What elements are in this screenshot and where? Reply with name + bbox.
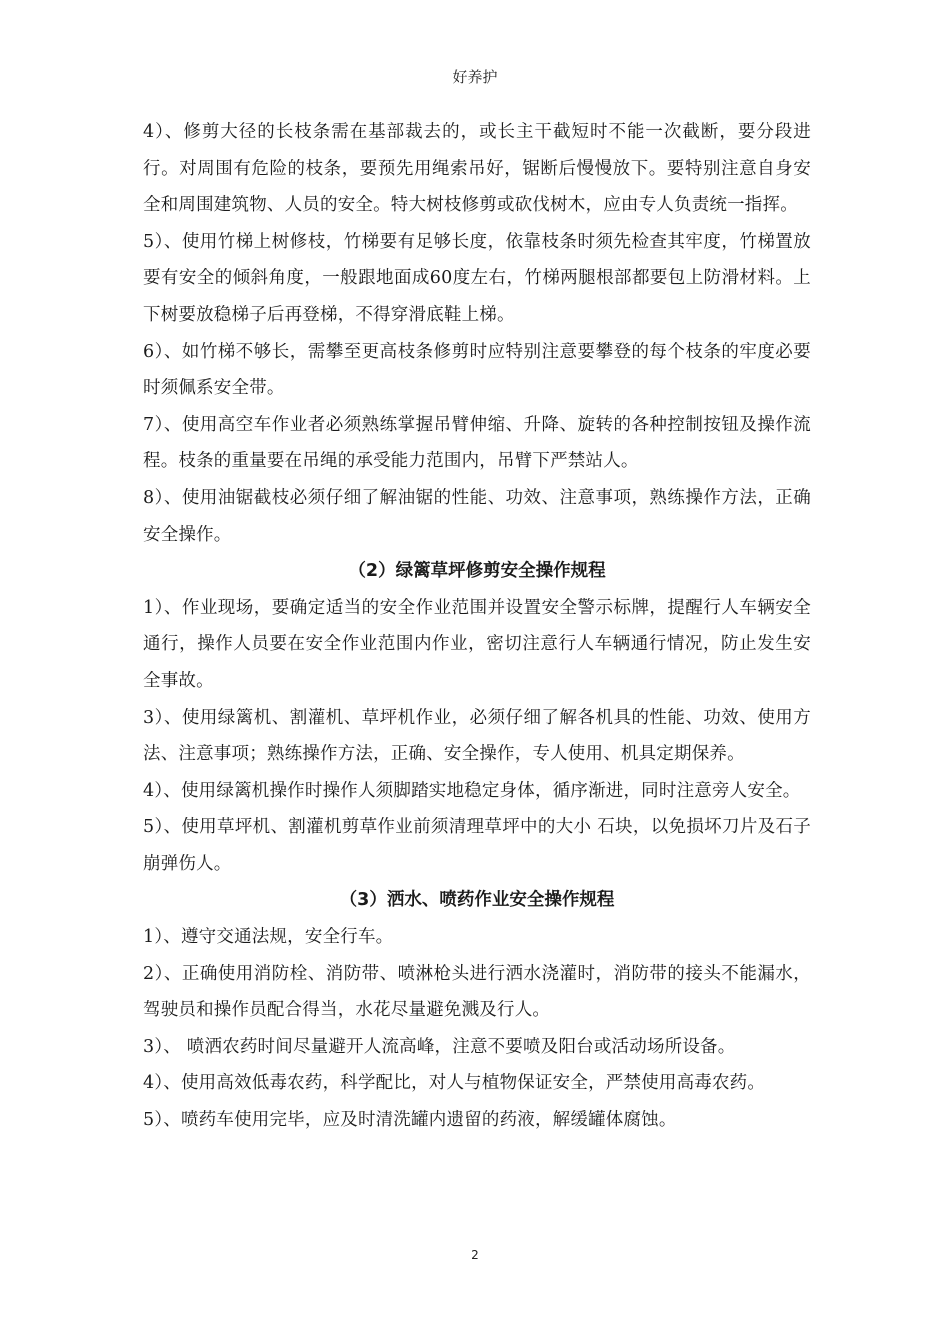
paragraph-2-1: 1）、作业现场，要确定适当的安全作业范围并设置安全警示标牌，提醒行人车辆安全通行，操作人员要在安全作业范围内作业，密切注意行人车辆通行情况，防止发生安全事故。: [143, 597, 811, 691]
paragraph-1-6: 6）、如竹梯不够长，需攀至更高枝条修剪时应特别注意要攀登的每个枝条的牢度必要时须佩系安全带。: [143, 341, 811, 399]
paragraph-2-5: 5）、使用草坪机、割灌机剪草作业前须清理草坪中的大小 石块，以免损坏刀片及石子崩弹伤人。: [143, 817, 811, 874]
paragraph-2-4: 4）、使用绿篱机操作时操作人须脚踏实地稳定身体，循序渐进，同时注意旁人安全。: [143, 780, 801, 801]
page-header: 好养护: [452, 68, 498, 86]
paragraph-3-3: 3）、 喷洒农药时间尽量避开人流高峰，注意不要喷及阳台或活动场所设备。: [143, 1036, 736, 1057]
paragraph-3-4: 4）、使用高效低毒农药，科学配比，对人与植物保证安全，严禁使用高毒农药。: [143, 1073, 766, 1094]
paragraph-3-5: 5）、喷药车使用完毕，应及时清洗罐内遗留的药液，解缓罐体腐蚀。: [143, 1110, 677, 1131]
paragraph-3-1: 1）、遵守交通法规，安全行车。: [143, 927, 394, 948]
section-heading-hedge-lawn: （2）绿篱草坪修剪安全操作规程: [348, 561, 606, 582]
document-body: [143, 114, 811, 1139]
page-number: 2: [471, 1248, 479, 1262]
paragraph-2-3: 3）、使用绿篱机、割灌机、草坪机作业，必须仔细了解各机具的性能、功效、使用方法、注意事项；熟练操作方法，正确、安全操作，专人使用、机具定期保养。: [143, 707, 811, 765]
paragraph-1-4: 4）、修剪大径的长枝条需在基部裁去的，或长主干截短时不能一次截断，要分段进行。对周围有危险的枝条，要预先用绳索吊好，锯断后慢慢放下。要特别注意自身安全和周围建筑物、人员的安全。特大树枝修剪或砍伐树木，应由专人负责统一指挥。: [143, 122, 811, 216]
paragraph-1-8: 8）、使用油锯截枝必须仔细了解油锯的性能、功效、注意事项，熟练操作方法，正确安全操作。: [143, 487, 811, 545]
paragraph-1-5: 5）、使用竹梯上树修枝，竹梯要有足够长度，依靠枝条时须先检查其牢度，竹梯置放要有安全的倾斜角度，一般跟地面成60度左右，竹梯两腿根部都要包上防滑材料。上下树要放稳梯子后再登梯，不得穿滑底鞋上梯。: [143, 231, 811, 325]
section-heading-watering-spraying: （3）洒水、喷药作业安全操作规程: [339, 890, 615, 911]
paragraph-3-2: 2）、正确使用消防栓、消防带、喷淋枪头进行洒水浇灌时，消防带的接头不能漏水，驾驶员和操作员配合得当，水花尽量避免溅及行人。: [143, 963, 811, 1021]
paragraph-1-7: 7）、使用高空车作业者必须熟练掌握吊臂伸缩、升降、旋转的各种控制按钮及操作流程。枝条的重量要在吊绳的承受能力范围内，吊臂下严禁站人。: [143, 414, 811, 472]
